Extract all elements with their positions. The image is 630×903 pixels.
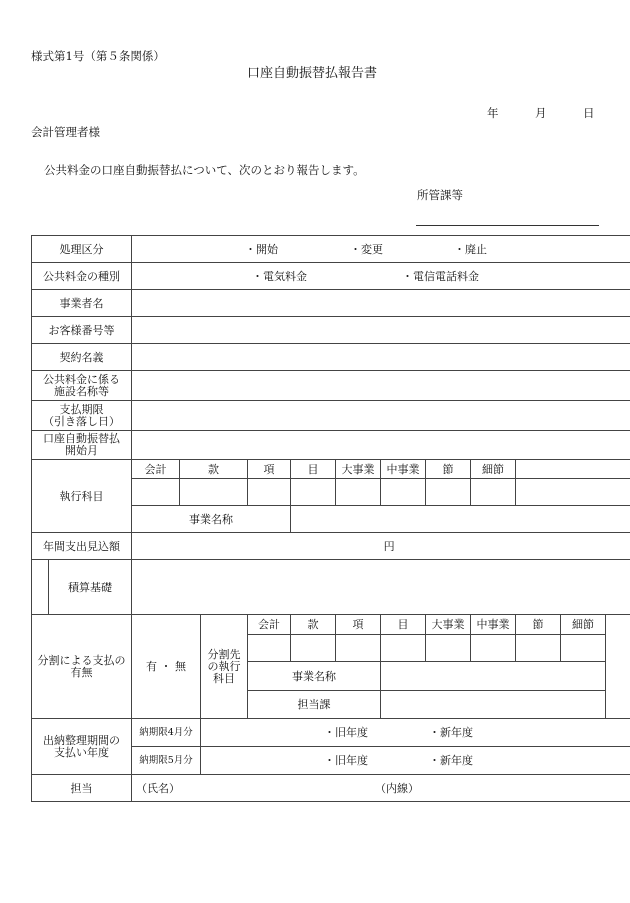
budget-cell-account[interactable] bbox=[132, 479, 180, 506]
business-name-label: 事業者名 bbox=[32, 290, 132, 317]
payment-due-label bbox=[32, 401, 132, 431]
customer-no-field[interactable] bbox=[132, 317, 630, 344]
budget-cell-moku[interactable] bbox=[291, 479, 336, 506]
start-month-line-2: 開始月 bbox=[65, 444, 98, 457]
split-dest-line-3: 科目 bbox=[213, 671, 235, 685]
budget-item-label: 執行科目 bbox=[32, 460, 132, 533]
split-header-major-project: 大事業 bbox=[426, 615, 471, 635]
annual-estimate-field[interactable] bbox=[132, 533, 630, 560]
facility-name-line-1: 公共料金に係る bbox=[43, 372, 120, 386]
budget-header-kou: 項 bbox=[248, 460, 291, 479]
settlement-label bbox=[32, 719, 132, 775]
facility-name-field[interactable] bbox=[132, 371, 630, 401]
payment-due-line-2: （引き落し日） bbox=[43, 414, 120, 428]
split-yes-no[interactable]: 有 ・ 無 bbox=[132, 615, 201, 719]
name-label: （氏名） bbox=[136, 781, 180, 795]
budget-cell-saisetsu[interactable] bbox=[471, 479, 516, 506]
payment-due-field[interactable] bbox=[132, 401, 630, 431]
split-cell-kan[interactable] bbox=[291, 635, 336, 662]
may-new-year[interactable]: ・新年度 bbox=[429, 754, 473, 767]
split-dest-line-2: の執行 bbox=[207, 659, 241, 673]
processing-type-options bbox=[132, 236, 630, 263]
addressee: 会計管理者様 bbox=[31, 125, 100, 139]
split-cell-moku[interactable] bbox=[381, 635, 426, 662]
split-cell-middle-project[interactable] bbox=[471, 635, 516, 662]
settlement-line-1: 出納整理期間の bbox=[43, 733, 120, 747]
budget-header-moku: 目 bbox=[291, 460, 336, 479]
split-payment-label bbox=[32, 615, 132, 719]
contract-name-field[interactable] bbox=[132, 344, 630, 371]
split-cell-major-project[interactable] bbox=[426, 635, 471, 662]
project-name-label: 事業名称 bbox=[132, 506, 291, 533]
budget-cell-blank bbox=[516, 479, 630, 506]
may-options bbox=[201, 747, 630, 775]
split-cell-kou[interactable] bbox=[336, 635, 381, 662]
split-header-saisetsu: 細節 bbox=[561, 615, 606, 635]
split-header-kou: 項 bbox=[336, 615, 381, 635]
person-label: 担当 bbox=[32, 775, 132, 802]
april-label: 納期限4月分 bbox=[132, 719, 201, 747]
option-electricity[interactable]: ・電気料金 bbox=[252, 269, 307, 283]
project-name-field[interactable] bbox=[291, 506, 630, 533]
date-month-label: 月 bbox=[535, 106, 547, 120]
budget-header-middle-project: 中事業 bbox=[381, 460, 426, 479]
budget-header-kan: 款 bbox=[180, 460, 248, 479]
extension-label: （内線） bbox=[375, 781, 419, 795]
start-month-label bbox=[32, 431, 132, 460]
start-month-line-1: 口座自動振替払 bbox=[43, 432, 120, 445]
budget-cell-setsu[interactable] bbox=[426, 479, 471, 506]
annual-estimate-label: 年間支出見込額 bbox=[32, 533, 132, 560]
intro-text: 公共料金の口座自動振替払について、次のとおり報告します。 bbox=[44, 163, 365, 177]
settlement-line-2: 支払い年度 bbox=[54, 745, 109, 759]
department-label: 所管課等 bbox=[417, 188, 463, 202]
business-name-field[interactable] bbox=[132, 290, 630, 317]
person-field[interactable] bbox=[132, 775, 630, 802]
split-payment-line-1: 分割による支払の bbox=[37, 653, 126, 667]
option-telecom[interactable]: ・電信電話料金 bbox=[402, 269, 479, 283]
split-header-middle-project: 中事業 bbox=[471, 615, 516, 635]
department-signature-line bbox=[416, 225, 599, 226]
budget-header-major-project: 大事業 bbox=[336, 460, 381, 479]
budget-header-account: 会計 bbox=[132, 460, 180, 479]
calc-basis-label: 積算基礎 bbox=[68, 580, 112, 594]
april-old-year[interactable]: ・旧年度 bbox=[324, 726, 368, 739]
april-options bbox=[201, 719, 630, 747]
date-year-label: 年 bbox=[487, 106, 499, 120]
option-start[interactable]: ・開始 bbox=[245, 242, 278, 256]
budget-header-saisetsu: 細節 bbox=[471, 460, 516, 479]
facility-name-label bbox=[32, 371, 132, 401]
option-change[interactable]: ・変更 bbox=[350, 242, 383, 256]
option-abolish[interactable]: ・廃止 bbox=[454, 242, 487, 256]
split-header-kan: 款 bbox=[291, 615, 336, 635]
page-title: 口座自動振替払報告書 bbox=[247, 66, 378, 81]
budget-cell-kou[interactable] bbox=[248, 479, 291, 506]
yen-label: 円 bbox=[383, 539, 395, 553]
split-charge-dept-label: 担当課 bbox=[248, 691, 381, 719]
calc-basis-field[interactable] bbox=[132, 560, 630, 615]
may-label: 納期限5月分 bbox=[132, 747, 201, 775]
budget-cell-kan[interactable] bbox=[180, 479, 248, 506]
split-header-moku: 目 bbox=[381, 615, 426, 635]
budget-cell-middle-project[interactable] bbox=[381, 479, 426, 506]
budget-header-blank bbox=[516, 460, 630, 479]
date-day-label: 日 bbox=[583, 106, 595, 120]
split-cell-saisetsu[interactable] bbox=[561, 635, 606, 662]
report-form bbox=[31, 235, 630, 802]
split-cell-setsu[interactable] bbox=[516, 635, 561, 662]
split-cell-account[interactable] bbox=[248, 635, 291, 662]
fee-type-label: 公共料金の種別 bbox=[32, 263, 132, 290]
fee-type-options bbox=[132, 263, 630, 290]
facility-name-line-2: 施設名称等 bbox=[54, 384, 109, 398]
budget-header-setsu: 節 bbox=[426, 460, 471, 479]
customer-no-label: お客様番号等 bbox=[32, 317, 132, 344]
processing-type-label: 処理区分 bbox=[32, 236, 132, 263]
contract-name-label: 契約名義 bbox=[32, 344, 132, 371]
april-new-year[interactable]: ・新年度 bbox=[429, 726, 473, 739]
split-project-name-field[interactable] bbox=[381, 662, 606, 691]
form-number: 様式第1号（第５条関係） bbox=[31, 49, 165, 63]
start-month-field[interactable] bbox=[132, 431, 630, 460]
split-dest-label bbox=[201, 615, 248, 719]
split-header-setsu: 節 bbox=[516, 615, 561, 635]
split-dest-line-1: 分割先 bbox=[207, 647, 241, 661]
calc-basis-label-cell bbox=[32, 560, 132, 615]
split-payment-line-2: 有無 bbox=[70, 665, 93, 679]
split-header-account: 会計 bbox=[248, 615, 291, 635]
payment-due-line-1: 支払期限 bbox=[59, 402, 104, 416]
split-project-name-label: 事業名称 bbox=[248, 662, 381, 691]
split-charge-dept-field[interactable] bbox=[381, 691, 606, 719]
may-old-year[interactable]: ・旧年度 bbox=[324, 754, 368, 767]
budget-cell-major-project[interactable] bbox=[336, 479, 381, 506]
